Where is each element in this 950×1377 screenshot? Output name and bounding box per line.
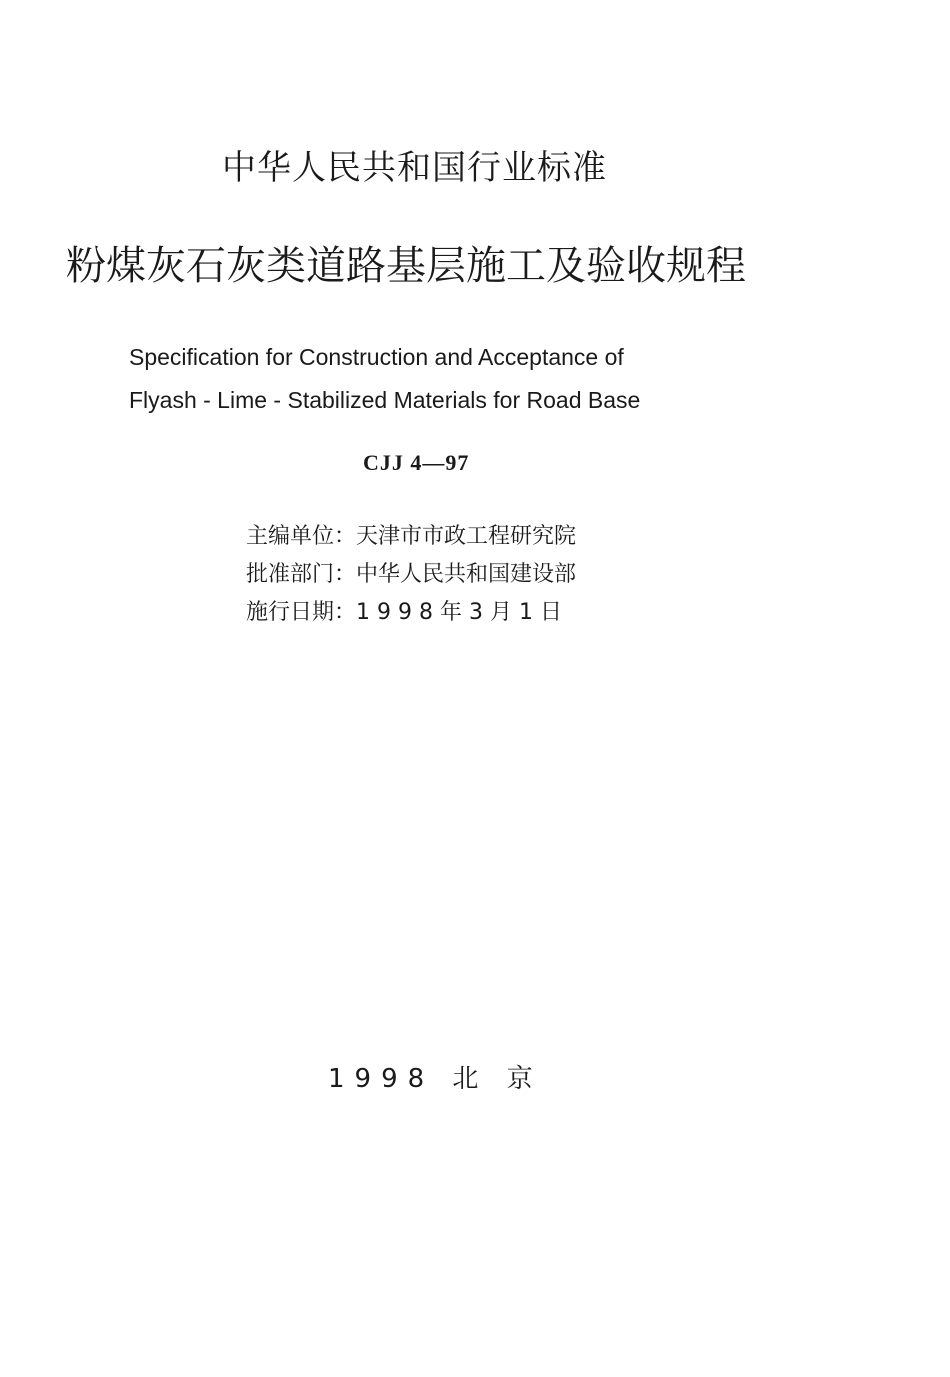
effective-date-row [246,594,576,632]
editor-value: 天津市市政工程研究院 [356,524,577,549]
approver-value: 中华人民共和国建设部 [356,562,577,587]
effective-date-value: 1 9 9 8 年 3 月 1 日 [356,600,562,625]
editor-row [246,518,576,556]
publication-info [246,518,576,632]
document-title-chinese: 粉煤灰石灰类道路基层施工及验收规程 [66,243,746,289]
title-english-line-1: Specification for Construction and Acceptance of [129,344,624,370]
title-english-line-2: Flyash - Lime - Stabilized Materials for Road Base [129,387,641,413]
industry-standard-heading: 中华人民共和国行业标准 [222,148,607,188]
document-title-english [129,336,640,422]
publication-place-year: 1998 北 京 [328,1064,543,1094]
approver-row [246,556,576,594]
editor-label: 主编单位： [246,524,357,549]
approver-label: 批准部门： [246,562,357,587]
standard-code: CJJ 4—97 [363,450,470,475]
effective-date-label: 施行日期： [246,600,357,625]
